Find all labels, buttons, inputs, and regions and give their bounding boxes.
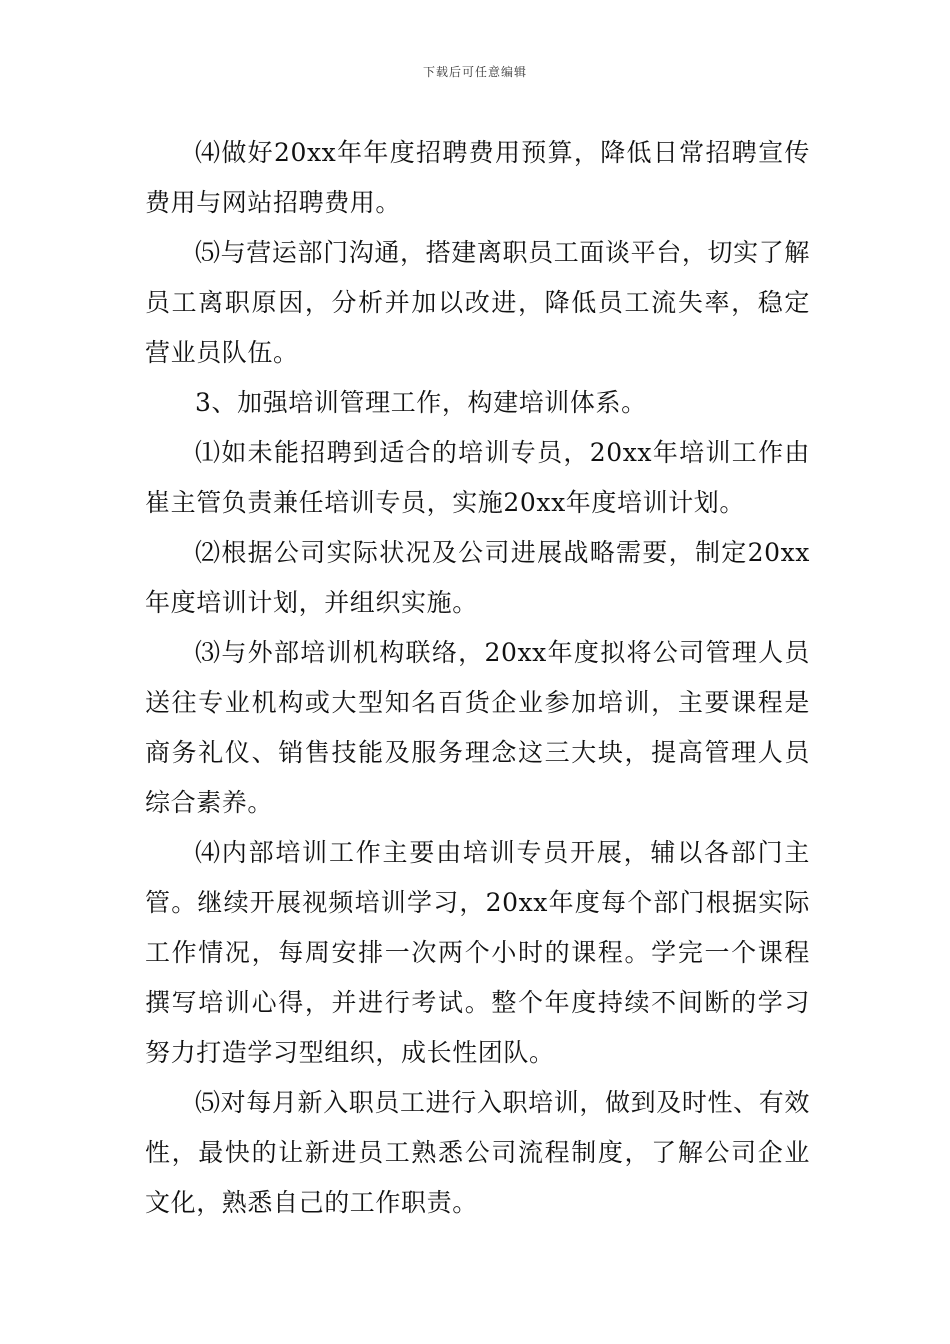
paragraph-training-plan: ⑵根据公司实际状况及公司进展战略需要，制定20xx年度培训计划，并组织实施。 bbox=[145, 538, 810, 617]
paragraph-training-specialist: ⑴如未能招聘到适合的培训专员，20xx年培训工作由崔主管负责兼任培训专员，实施20xx年度培训计划。 bbox=[145, 438, 810, 517]
paragraph-internal-training: ⑷内部培训工作主要由培训专员开展，辅以各部门主管。继续开展视频培训学习，20xx年度每个部门根据实际工作情况，每周安排一次两个小时的课程。学完一个课程撰写培训心得，并进行考试。整个年度持续不间断的学习努力打造学习型组织，成长性团队。 bbox=[145, 838, 810, 1067]
paragraph-onboarding-training: ⑸对每月新入职员工进行入职培训，做到及时性、有效性，最快的让新进员工熟悉公司流程制度，了解公司企业文化，熟悉自己的工作职责。 bbox=[145, 1088, 810, 1217]
section-heading-training: 3、加强培训管理工作，构建培训体系。 bbox=[195, 388, 647, 417]
paragraph-exit-interview: ⑸与营运部门沟通，搭建离职员工面谈平台，切实了解员工离职原因，分析并加以改进，降低员工流失率，稳定营业员队伍。 bbox=[145, 238, 810, 367]
paragraph-external-training: ⑶与外部培训机构联络，20xx年度拟将公司管理人员送往专业机构或大型知名百货企业参加培训，主要课程是商务礼仪、销售技能及服务理念这三大块，提高管理人员综合素养。 bbox=[145, 638, 810, 817]
paragraph-budget: ⑷做好20xx年年度招聘费用预算，降低日常招聘宣传费用与网站招聘费用。 bbox=[145, 138, 810, 217]
page-header: 下载后可任意编辑 bbox=[422, 65, 527, 79]
document-body bbox=[145, 128, 810, 1228]
